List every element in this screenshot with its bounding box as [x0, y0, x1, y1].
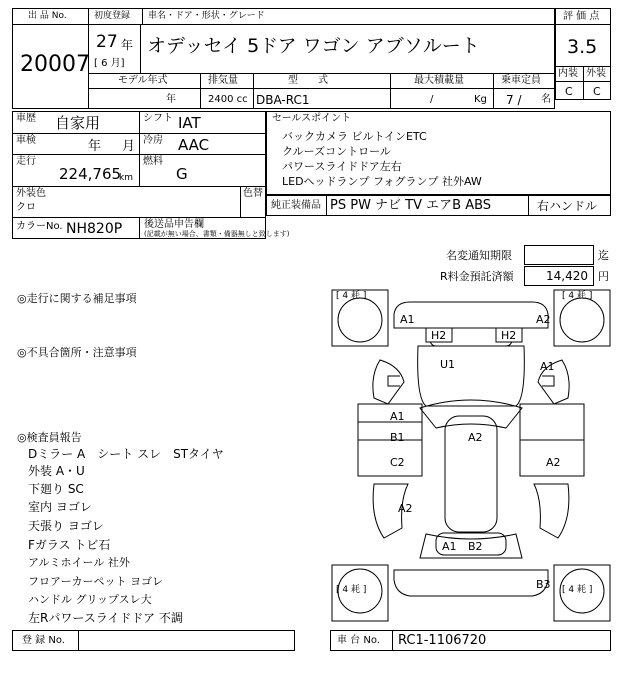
recycle-amount: 14,420 — [546, 269, 588, 283]
history-label: 車歴 — [16, 113, 36, 124]
chassis-no-label: 車 台 No. — [337, 635, 380, 646]
equipment-value: PS PW ナビ TV エアB ABS — [330, 198, 492, 213]
inspector-line-5: 天張り ヨゴレ — [28, 519, 104, 533]
equipment-label: 純正装備品 — [271, 200, 321, 211]
car-name-label: 車名・ドア・形状・グレード — [148, 11, 265, 21]
mark-left-front-door-top: A1 — [390, 410, 405, 423]
name-change-box — [524, 245, 594, 265]
inspector-line-9: ハンドル グリップスレ大 — [28, 593, 152, 606]
interior-grade: C — [565, 85, 573, 98]
capacity-value: 7 / — [506, 93, 522, 107]
driving-notes-label: ◎走行に関する補足事項 — [17, 292, 137, 305]
first-reg-year: 27 — [96, 32, 118, 52]
mark-front-bumper-right: A2 — [536, 313, 551, 326]
first-reg-year-unit: 年 — [121, 38, 134, 52]
model-year-label: モデル年式 — [118, 75, 168, 86]
mark-headlight-left: H2 — [431, 329, 447, 342]
model-year-unit: 年 — [166, 94, 176, 105]
mark-headlight-right: H2 — [501, 329, 517, 342]
inspector-line-1: Dミラー A シート スレ STタイヤ — [28, 447, 224, 461]
color-no-value: NH820P — [66, 221, 123, 237]
mark-roof: A2 — [468, 431, 483, 444]
exterior-grade: C — [593, 85, 601, 98]
ac-label: 冷房 — [143, 135, 163, 146]
steering-value: 右ハンドル — [537, 199, 598, 213]
lot-no: 20007 — [20, 52, 90, 77]
mark-left-quarter: A2 — [398, 502, 413, 515]
name-change-label: 名変通知期限 — [446, 249, 512, 262]
ac-value: AAC — [178, 136, 210, 154]
name-change-suffix: 迄 — [598, 249, 609, 262]
tire-label-fr: [ 4 耗 ] — [562, 291, 593, 301]
inspector-line-10: 左Rパワースライドドア 不調 — [28, 611, 183, 625]
max-load-unit: Kg — [474, 94, 487, 105]
mileage-unit: km — [119, 173, 133, 183]
recycle-unit: 円 — [598, 270, 609, 283]
rating-label: 評 価 点 — [563, 11, 600, 22]
tire-label-rr: [ 4 耗 ] — [562, 585, 593, 595]
inspection-label: 車検 — [16, 135, 36, 146]
first-reg-label: 初度登録 — [94, 11, 131, 21]
capacity-label: 乗車定員 — [501, 75, 541, 86]
inspector-line-6: Fガラス トビ石 — [28, 538, 111, 552]
type-value: DBA-RC1 — [256, 93, 310, 107]
fuel-label: 燃料 — [143, 156, 163, 167]
sales-points-label: セールスポイント — [272, 113, 352, 124]
shift-label: シフト — [143, 113, 173, 124]
mark-rear-glass-left: A1 — [442, 540, 457, 553]
sales-point-1: バックカメラ ビルトインETC — [282, 130, 427, 143]
defects-notes-label: ◎不具合箇所・注意事項 — [17, 346, 137, 359]
max-load-label: 最大積載量 — [414, 75, 464, 86]
first-reg-month: [ 6 月] — [94, 58, 125, 69]
inspection-month: 月 — [122, 139, 136, 154]
mark-front-fender-right: A1 — [540, 360, 555, 373]
recycle-label: R料金預託済額 — [440, 270, 514, 283]
mark-right-rear-door: A2 — [546, 456, 561, 469]
interior-label: 内装 — [558, 68, 578, 79]
sales-point-2: クルーズコントロール — [282, 145, 391, 158]
capacity-unit: 名 — [541, 94, 551, 105]
shift-value: IAT — [178, 114, 201, 132]
tire-label-rl: [ 4 耗 ] — [336, 585, 367, 595]
mileage-label: 走行 — [16, 156, 36, 167]
mark-hood: U1 — [440, 358, 456, 371]
post-declaration-label: 後送品申告欄 — [144, 219, 204, 230]
chassis-no-value: RC1-1106720 — [398, 633, 487, 648]
car-name: オデッセイ 5ドア ワゴン アブソルート — [147, 35, 480, 57]
sales-point-3: パワースライドドア左右 — [282, 160, 402, 173]
exterior-label: 外装 — [586, 68, 606, 79]
displacement-value: 2400 cc — [208, 94, 248, 105]
inspector-line-3: 下廻り SC — [28, 482, 84, 496]
mark-rear-glass-right: B2 — [468, 540, 483, 553]
post-declaration-note: (記載が無い場合、書類・備器無しと致します) — [144, 230, 290, 238]
mark-front-bumper-left: A1 — [400, 313, 415, 326]
max-load-slash: / — [430, 94, 434, 105]
car-damage-diagram — [330, 288, 612, 623]
history-value: 自家用 — [55, 114, 101, 132]
inspector-report-label: ◎検査員報告 — [17, 431, 82, 444]
color-change-label: 色替 — [243, 188, 263, 199]
mark-left-front-door: B1 — [390, 431, 405, 444]
inspector-line-7: アルミホイール 社外 — [28, 556, 130, 569]
inspector-line-2: 外装 A・U — [28, 464, 85, 478]
inspection-year: 年 — [88, 139, 102, 154]
mark-rear-bumper: B3 — [536, 578, 551, 591]
reg-no-label: 登 録 No. — [22, 635, 65, 646]
lot-no-label: 出 品 No. — [28, 11, 67, 21]
fuel-value: G — [176, 165, 188, 183]
inspector-line-4: 室内 ヨゴレ — [28, 500, 92, 514]
mark-left-rear-door: C2 — [390, 456, 405, 469]
rating-value: 3.5 — [567, 36, 598, 58]
type-label: 型 式 — [288, 75, 328, 86]
ext-color-value: クロ — [16, 202, 36, 213]
sales-point-4: LEDヘッドランプ フォグランプ 社外AW — [282, 175, 482, 188]
inspector-line-8: フロアーカーペット ヨゴレ — [28, 575, 163, 588]
tire-label-fl: [ 4 耗 ] — [336, 291, 367, 301]
color-no-label: カラーNo. — [16, 221, 63, 232]
mileage-value: 224,765 — [59, 165, 122, 183]
ext-color-label: 外装色 — [16, 188, 46, 199]
displacement-label: 排気量 — [208, 75, 238, 86]
